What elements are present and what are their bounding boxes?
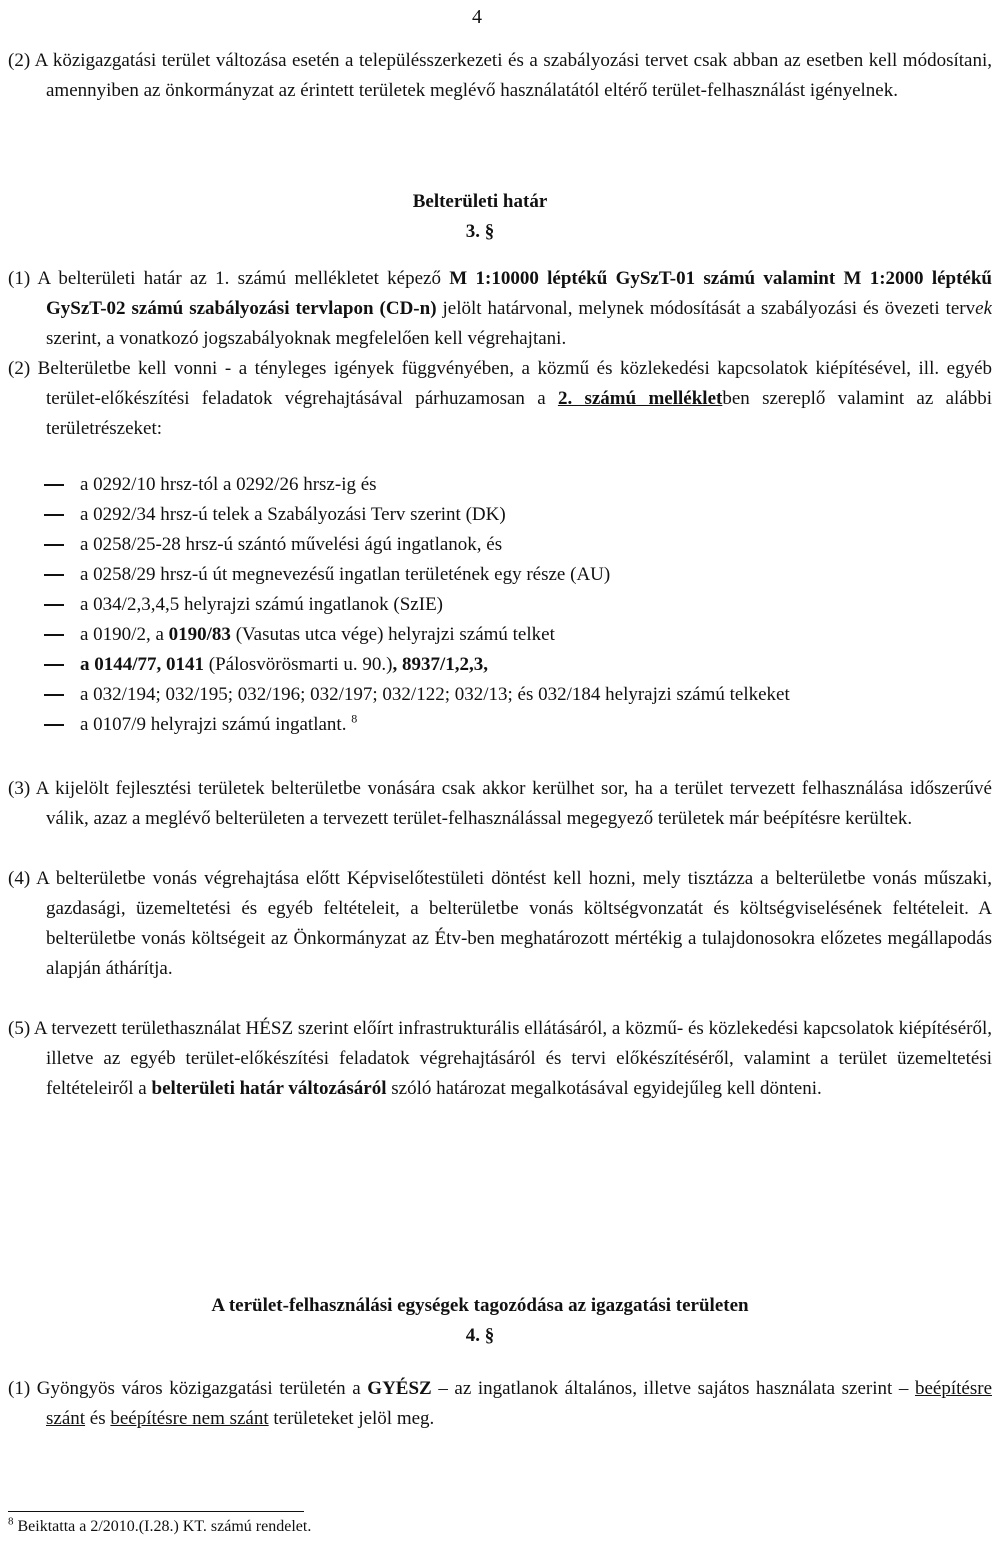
section-3-number: 3. §: [465, 221, 495, 242]
text: jelölt határvonal, melynek módosítását a szabályozási és övezeti terv: [436, 298, 976, 319]
list-item: a 0144/77, 0141 (Pálosvörösmarti u. 90.), 8937/1,2,3,: [44, 650, 954, 680]
paragraph-3-3: (3) A kijelölt fejlesztési területek belterületbe vonására csak akkor kerülhet sor, ha a terület tervezett felhasználása időszerűvé válik, azaz a meglévő belterületen a tervezett terület-felhasználással megegyező területek már beépítésre kerültek.: [8, 778, 992, 829]
list-item: a 0107/9 helyrajzi számú ingatlant. $^8$: [44, 710, 954, 740]
footnote-text: Beiktatta a 2/2010.(I.28.) KT. számú rendelet.: [13, 1518, 312, 1535]
dash-bullet-icon: [44, 484, 64, 486]
text: szerint, a vonatkozó jogszabályoknak megfelelően kell végrehajtani.: [46, 328, 567, 349]
list-item: a 0258/25-28 hrsz-ú szántó művelési ágú ingatlanok, és: [44, 530, 954, 560]
dash-bullet-icon: [44, 514, 64, 516]
paragraph-4-1: (1) Gyöngyös város közigazgatási területén a GYÉSZ – az ingatlanok általános, illetve sajátos használata szerint – beépítésre szánt és beépítésre nem szánt területeket jelöl meg.: [8, 1378, 992, 1429]
dash-bullet-icon: [44, 724, 64, 726]
section-4-title: A terület-felhasználási egységek tagozódása az igazgatási területen: [211, 1295, 749, 1316]
bold-phrase: belterületi határ változásáról: [151, 1078, 387, 1099]
underlined-term: beépítésre szánt: [46, 1378, 992, 1429]
paragraph-3-4: (4) A belterületbe vonás végrehajtása előtt Képviselőtestületi döntést kell hozni, mely tisztázza a belterületbe vonás műszaki, gazdasági, üzemeltetési és egyéb feltételeit, a belterületbe vonás költségvonzatát és költségviselésének feltételeit. A belterületbe vonás költségeit az Önkormányzat az Étv-ben meghatározott mértékig a tulajdonosokra előzetes megállapodás alapján áthárítja.: [8, 868, 992, 979]
footnote-reference[interactable]: 8: [351, 711, 358, 726]
list-item: a 0258/29 hrsz-ú út megnevezésű ingatlan területének egy része (AU): [44, 560, 954, 590]
annex-reference: 2. számú melléklet: [557, 388, 723, 409]
underlined-term: beépítésre nem szánt: [110, 1408, 269, 1429]
paragraph-3-2: [8, 354, 992, 444]
paragraph-3-1: [8, 264, 992, 354]
page-number: 4: [472, 6, 482, 28]
plan-reference: M 1:10000 léptékű GySzT-01 számú valamint M 1:2000 léptékű GySzT-02 számú szabályozási tervlapon (CD-n): [46, 268, 992, 319]
text: (1) A belterületi határ az 1. számú mellékletet képező: [8, 268, 450, 289]
footnote-number: 8: [8, 1515, 14, 1528]
dash-bullet-icon: [44, 634, 64, 636]
paragraph-3-5: (5) A tervezett területhasználat HÉSZ szerint előírt infrastrukturális ellátásáról, a közmű- és közlekedési kapcsolatok kiépítéséről, illetve az egyéb terület-előkészítési feladatok végrehajtásáról és tervi előkészítéséről, valamint a terület üzemeltetési feltételeiről a belterületi határ változásáról szóló határozat megalkotásával egyidejűleg kell dönteni.: [8, 1018, 992, 1099]
dash-bullet-icon: [44, 544, 64, 546]
dash-bullet-icon: [44, 604, 64, 606]
area-list: [44, 470, 954, 740]
dash-bullet-icon: [44, 664, 64, 666]
list-item: a 0292/10 hrsz-tól a 0292/26 hrsz-ig és: [44, 470, 954, 500]
list-item: a 032/194; 032/195; 032/196; 032/197; 032/122; 032/13; és 032/184 helyrajzi számú telkeket: [44, 680, 954, 710]
italic-text: ek: [975, 298, 992, 319]
paragraph-2-1: (2) A közigazgatási terület változása esetén a településszerkezeti és a szabályozási tervet csak abban az esetben kell módosítani, amennyiben az önkormányzat az érintett területek meglévő használatától eltérő terület-felhasználást igényelnek.: [8, 50, 992, 101]
footnote-separator: [8, 1511, 304, 1512]
footnote: [8, 1516, 311, 1538]
list-item: a 0190/2, a 0190/83 (Vasutas utca vége) helyrajzi számú telket: [44, 620, 954, 650]
bold-abbreviation: GYÉSZ: [367, 1378, 432, 1399]
list-item: a 034/2,3,4,5 helyrajzi számú ingatlanok (SzIE): [44, 590, 954, 620]
section-4-number: 4. §: [465, 1325, 495, 1346]
section-3-title: Belterületi határ: [412, 191, 548, 212]
dash-bullet-icon: [44, 574, 64, 576]
text: ben szereplő valamint az alábbi területrészeket:: [46, 388, 992, 439]
text: (2) Belterületbe kell vonni - a tényleges igények függvényében, a közmű és közlekedési kapcsolatok kiépítésével, ill. egyéb terület-előkészítési feladatok végrehajtásával párhuzamosan a: [8, 358, 992, 409]
dash-bullet-icon: [44, 694, 64, 696]
list-item: a 0292/34 hrsz-ú telek a Szabályozási Terv szerint (DK): [44, 500, 954, 530]
